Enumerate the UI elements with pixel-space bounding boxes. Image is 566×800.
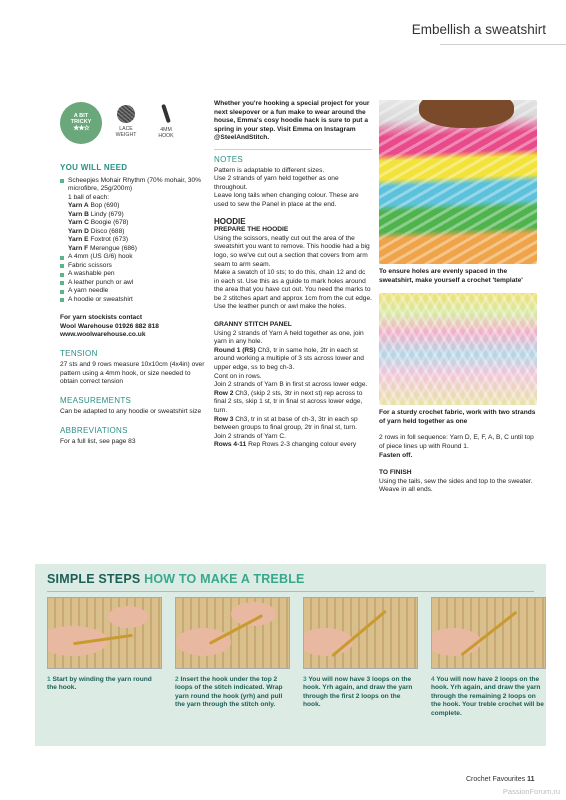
tension-text: 27 sts and 9 rows measure 10x10cm (4x4in) over pattern using a 4mm hook, or size needed to obtain correct tension bbox=[60, 361, 205, 385]
yarn-item bbox=[60, 202, 205, 211]
stockists-phone: Wool Warehouse 01926 882 818 bbox=[60, 322, 159, 330]
difficulty-stars: ★★☆ bbox=[73, 125, 89, 132]
weight-line2: WEIGHT bbox=[115, 132, 137, 138]
step-photo bbox=[303, 597, 418, 669]
watermark: PassionForum.ru bbox=[502, 787, 560, 796]
list-item: A yarn needle bbox=[60, 287, 205, 296]
hand-shape bbox=[176, 628, 231, 656]
materials-list bbox=[60, 177, 205, 305]
abbreviations-heading: ABBREVIATIONS bbox=[60, 425, 128, 435]
crochet-fabric-photo bbox=[379, 293, 537, 405]
list-item: 1 ball of each: bbox=[68, 193, 110, 201]
yarn-item bbox=[60, 236, 205, 245]
difficulty-line1: A BIT bbox=[73, 113, 89, 119]
yarn-detail: Lindy (679) bbox=[88, 210, 124, 218]
simple-steps-panel bbox=[35, 564, 546, 746]
yarn-item bbox=[60, 219, 205, 228]
left-column bbox=[60, 102, 205, 447]
step-text bbox=[303, 676, 418, 710]
list-item: Scheepjes Mohair Rhythm (70% mohair, 30% microfibre, 25g/200m) bbox=[60, 177, 205, 194]
right-column bbox=[379, 100, 539, 495]
step-card bbox=[47, 597, 162, 693]
prepare-subheading: PREPARE THE HOODIE bbox=[214, 226, 289, 234]
finish-heading: TO FINISH bbox=[379, 469, 412, 477]
step-photo bbox=[175, 597, 290, 669]
body-text: 2 rows in foll sequence: Yarn D, E, F, A, B, C until top of piece lines up with Round 1. bbox=[379, 434, 534, 450]
body-text: Using 2 strands of Yarn A held together as one, join yarn in any hole. bbox=[214, 329, 364, 346]
spacer bbox=[379, 460, 539, 469]
notes-text: Pattern is adaptable to different sizes. bbox=[214, 166, 325, 174]
hook-line2: HOOK bbox=[158, 133, 174, 139]
body-text: Cont on in rows. bbox=[214, 372, 262, 380]
list-item: A washable pen bbox=[60, 270, 205, 279]
body-text: Make a swatch of 10 sts; to do this, chain 12 and dc in each st. Use this as a guide to mark holes around the area that you have cut out. You need the marks to be 2 stitches apart and approx 1cm from the cut edge. bbox=[214, 269, 372, 302]
page-number: 11 bbox=[527, 776, 535, 783]
body-text: Use the leather punch or awl make the holes. bbox=[214, 303, 347, 311]
step-desc: You will now have 3 loops on the hook. Yrh again, and draw the yarn through the first 2 loops on the hook. bbox=[303, 676, 413, 709]
row-text: Rep Rows 2-3 changing colour every bbox=[246, 441, 357, 449]
body-text: Join 2 strands of Yarn B in first st across lower edge. bbox=[214, 381, 368, 389]
list-item: A leather punch or awl bbox=[60, 279, 205, 288]
middle-column bbox=[214, 100, 372, 450]
pattern-row bbox=[214, 347, 372, 373]
notes-text: Use 2 strands of yarn held together as one throughout. bbox=[214, 175, 339, 191]
step-text bbox=[175, 676, 290, 710]
yarn-detail: Bop (690) bbox=[88, 202, 120, 209]
hoodie-heading: HOODIE bbox=[214, 216, 246, 226]
yarn-name: Yarn D bbox=[68, 227, 89, 235]
list-item: A hoodie or sweatshirt bbox=[60, 296, 205, 305]
yarn-name: Yarn C bbox=[68, 219, 89, 226]
abbreviations-text: For a full list, see page 83 bbox=[60, 438, 136, 445]
yarn-item bbox=[60, 228, 205, 237]
step-desc: Insert the hook under the top 2 loops of the stitch indicated. Wrap yarn round the hook (yrh) and pull the yarn through the stitch only. bbox=[175, 676, 283, 709]
step-card bbox=[431, 597, 546, 718]
step-number: 3 bbox=[303, 676, 307, 683]
steps-divider bbox=[47, 591, 534, 592]
yarn-detail: Foxtrot (673) bbox=[88, 236, 129, 243]
body-text: Weave in all ends. bbox=[379, 486, 433, 494]
tension-heading: TENSION bbox=[60, 348, 98, 358]
difficulty-line2: TRICKY bbox=[70, 119, 92, 125]
intro-text: Whether you're hooking a special project for your next sleepover or a fun make to wear around the house, Emma's cosy hoodie hack is sure to put a spring in your step. Visit Emma on Instagram @SteelAndStitch. bbox=[214, 100, 370, 142]
row-label: Row 2 bbox=[214, 389, 234, 397]
pattern-row bbox=[214, 416, 372, 433]
step-text bbox=[47, 676, 162, 693]
pattern-row bbox=[214, 390, 372, 416]
step-number: 1 bbox=[47, 676, 51, 683]
stockists-line: For yarn stockists contact bbox=[60, 314, 143, 321]
fasten-off: Fasten off. bbox=[379, 451, 413, 459]
crochet-hook-icon bbox=[161, 104, 171, 123]
page-footer bbox=[466, 776, 535, 783]
spacer bbox=[214, 312, 372, 321]
hook-size-badge bbox=[150, 102, 182, 139]
yarn-name: Yarn E bbox=[68, 236, 89, 243]
hook-line1: 4MM bbox=[160, 127, 172, 133]
header-rule bbox=[440, 44, 566, 45]
step-desc: Start by winding the yarn round the hook. bbox=[47, 676, 152, 692]
row-text: Ch3, (skip 2 sts, 3tr in next st) rep across to final 2 sts, skip 1 st, tr in final st across lower edge, turn. bbox=[214, 389, 363, 414]
granny-heading: GRANNY STITCH PANEL bbox=[214, 321, 292, 329]
row-label: Row 3 bbox=[214, 415, 234, 423]
yarn-item bbox=[60, 245, 205, 254]
row-label: Rows 4-11 bbox=[214, 441, 247, 449]
measurements-text: Can be adapted to any hoodie or sweatshirt size bbox=[60, 408, 202, 415]
yarn-ball-icon bbox=[117, 105, 135, 123]
yarn-detail: Disco (688) bbox=[88, 227, 125, 235]
step-text bbox=[431, 676, 546, 718]
row-text: Ch3, tr in same hole, 2tr in each st around working a multiple of 3 sts across lower and upper edge, ss to beg ch-3. bbox=[214, 346, 364, 372]
body-text: Using the tails, sew the sides and top to the sweater. bbox=[379, 477, 533, 485]
yarn-detail: Boogie (678) bbox=[88, 219, 129, 226]
photo-caption: To ensure holes are evenly spaced in the sweatshirt, make yourself a crochet 'template' bbox=[379, 268, 523, 284]
step-photo bbox=[431, 597, 546, 669]
yarn-detail: Merengue (686) bbox=[88, 244, 137, 252]
list-item: Fabric scissors bbox=[60, 262, 205, 271]
yarn-name: Yarn A bbox=[68, 202, 89, 209]
difficulty-badge bbox=[60, 102, 102, 144]
hair-shape bbox=[419, 100, 514, 128]
yarn-weight-badge bbox=[110, 102, 142, 138]
step-number: 2 bbox=[175, 676, 179, 683]
stockists-block bbox=[60, 314, 205, 340]
notes-text: Leave long tails when changing colour. These are used to sew the Panel in place at the end. bbox=[214, 192, 359, 208]
notes-heading: NOTES bbox=[214, 154, 244, 164]
measurements-heading: MEASUREMENTS bbox=[60, 395, 132, 405]
list-item: A 4mm (US G/6) hook bbox=[60, 253, 205, 262]
photo-caption: For a sturdy crochet fabric, work with two strands of yarn held together as one bbox=[379, 409, 536, 425]
body-text: Join 2 strands of Yarn C. bbox=[214, 432, 286, 440]
row-text: Ch3, tr in st at base of ch-3, 3tr in each sp between groups to final group, 2tr in final st, turn. bbox=[214, 415, 358, 432]
step-card bbox=[303, 597, 418, 710]
you-will-need-heading: YOU WILL NEED bbox=[60, 163, 128, 172]
magazine-name: Crochet Favourites bbox=[466, 776, 528, 783]
step-card bbox=[175, 597, 290, 710]
weight-line1: LACE bbox=[119, 126, 133, 132]
hand-shape bbox=[108, 606, 148, 628]
steps-title-b: HOW TO MAKE A TREBLE bbox=[144, 572, 305, 586]
yarn-item bbox=[60, 211, 205, 220]
step-photo bbox=[47, 597, 162, 669]
stockists-url: www.woolwarehouse.co.uk bbox=[60, 331, 146, 338]
row-label: Round 1 (RS) bbox=[214, 346, 256, 354]
yarn-name: Yarn F bbox=[68, 244, 89, 252]
steps-title-a: SIMPLE STEPS bbox=[47, 572, 141, 586]
page-section-title: Embellish a sweatshirt bbox=[411, 22, 546, 37]
steps-title bbox=[47, 572, 305, 586]
step-number: 4 bbox=[431, 676, 435, 683]
sweatshirt-photo bbox=[379, 100, 537, 264]
step-desc: You will now have 2 loops on the hook. Yrh again, and draw the yarn through the remaining 2 loops on the hook. Your treble crochet will be complete. bbox=[431, 676, 544, 717]
hand-shape bbox=[231, 602, 276, 626]
yarn-name: Yarn B bbox=[68, 210, 89, 218]
body-text: Using the scissors, neatly cut out the area of the sweatshirt you want to remove. This hoodie had a big logo, so we've cut out a section that covers from arm seam to arm seam. bbox=[214, 234, 370, 268]
divider bbox=[214, 149, 372, 150]
pattern-row bbox=[214, 441, 372, 450]
info-badges bbox=[60, 102, 205, 154]
